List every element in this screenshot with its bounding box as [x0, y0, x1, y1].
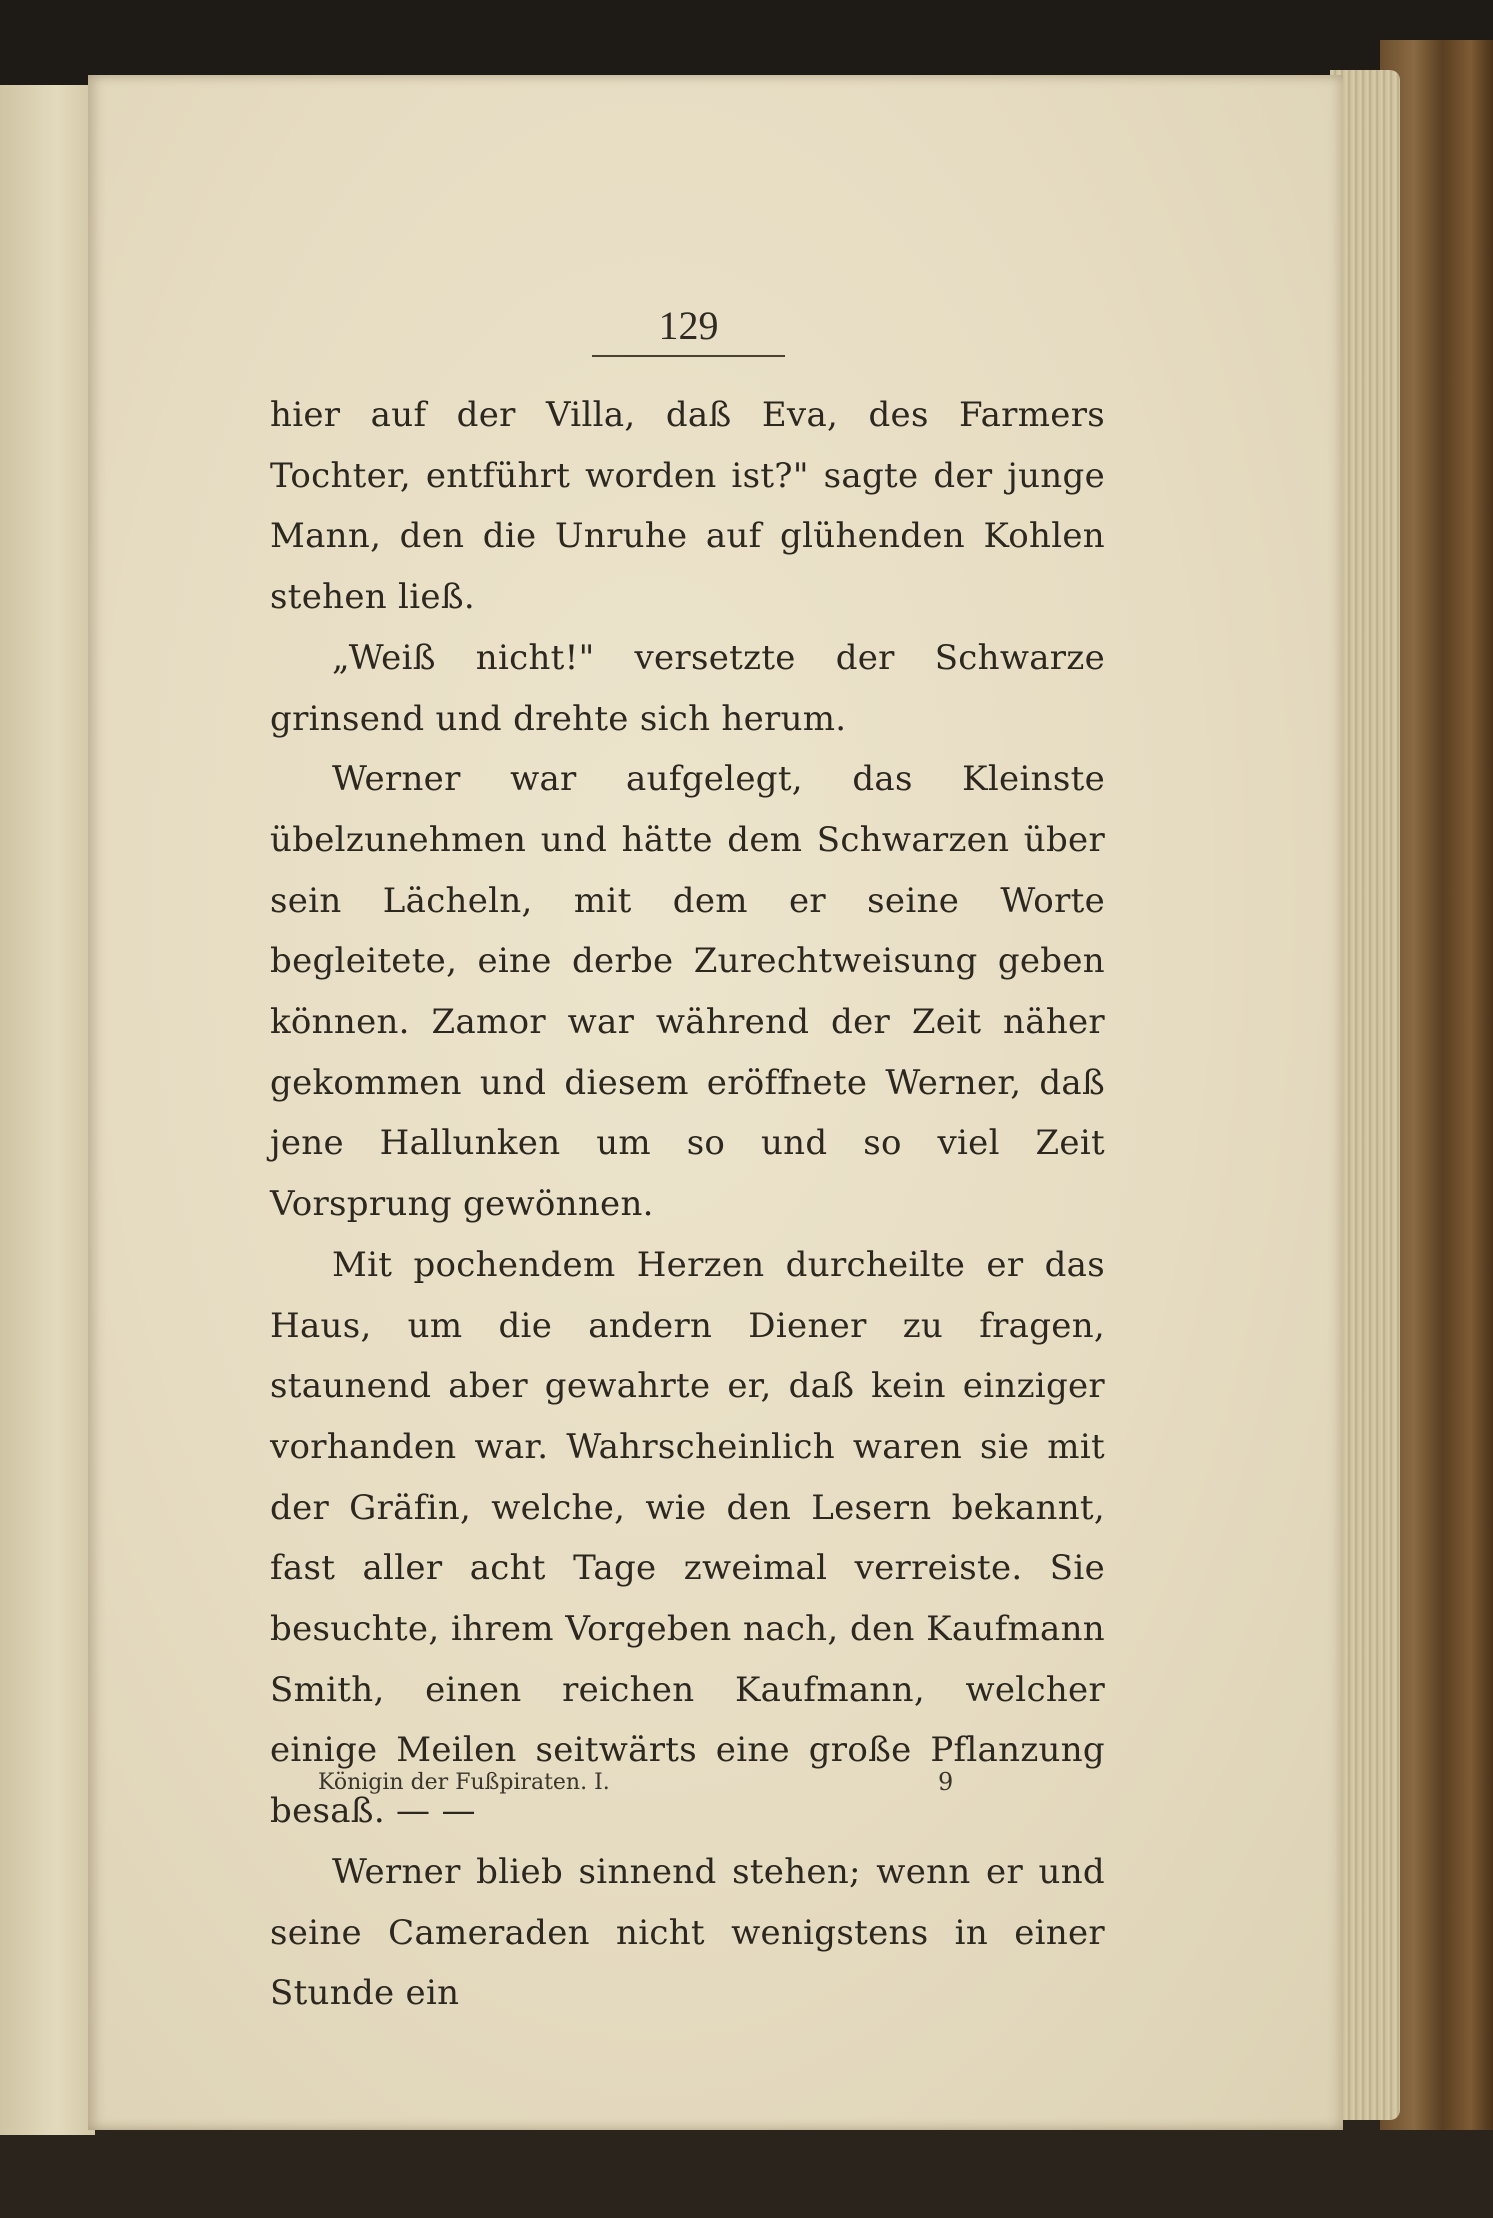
page-footer — [318, 1770, 958, 1806]
paragraph: „Weiß nicht!" versetzte der Schwarze grinsend und drehte sich herum. — [270, 637, 1105, 739]
paragraph: Werner war aufgelegt, das Kleinste übelzunehmen und hätte dem Schwarzen über sein Lächeln, mit dem er seine Worte begleitete, eine derbe Zurechtweisung geben können. Zamor war während der Zeit näher gekommen und diesem eröffnete Werner, daß jene Hallunken um so und so viel Zeit Vorsprung gewönnen. — [270, 759, 1105, 1225]
paragraph: Werner blieb sinnend stehen; wenn er und seine Cameraden nicht wenigstens in einer Stunde ein — [270, 1851, 1105, 2014]
footer-book-title: Königin der Fußpiraten. I. — [318, 1770, 610, 1795]
paragraph: Mit pochendem Herzen durcheilte er das Haus, um die andern Diener zu fragen, staunend aber gewahrte er, daß kein einziger vorhanden war. Wahrscheinlich waren sie mit der Gräfin, welche, wie den Lesern bekannt, fast aller acht Tage zweimal verreiste. Sie besuchte, ihrem Vorgeben nach, den Kaufmann Smith, einen reichen Kaufmann, welcher einige Meilen seitwärts eine große Pflanzung besaß. — — — [270, 1244, 1105, 1832]
header-rule — [592, 355, 785, 357]
paragraph: hier auf der Villa, daß Eva, des Farmers Tochter, entführt worden ist?" sagte der junge Mann, den die Unruhe auf glühenden Kohlen stehen ließ. — [270, 395, 1105, 618]
footer-signature-mark: 9 — [938, 1768, 954, 1796]
left-page-sliver — [0, 85, 95, 2135]
page-number: 129 — [658, 303, 719, 348]
